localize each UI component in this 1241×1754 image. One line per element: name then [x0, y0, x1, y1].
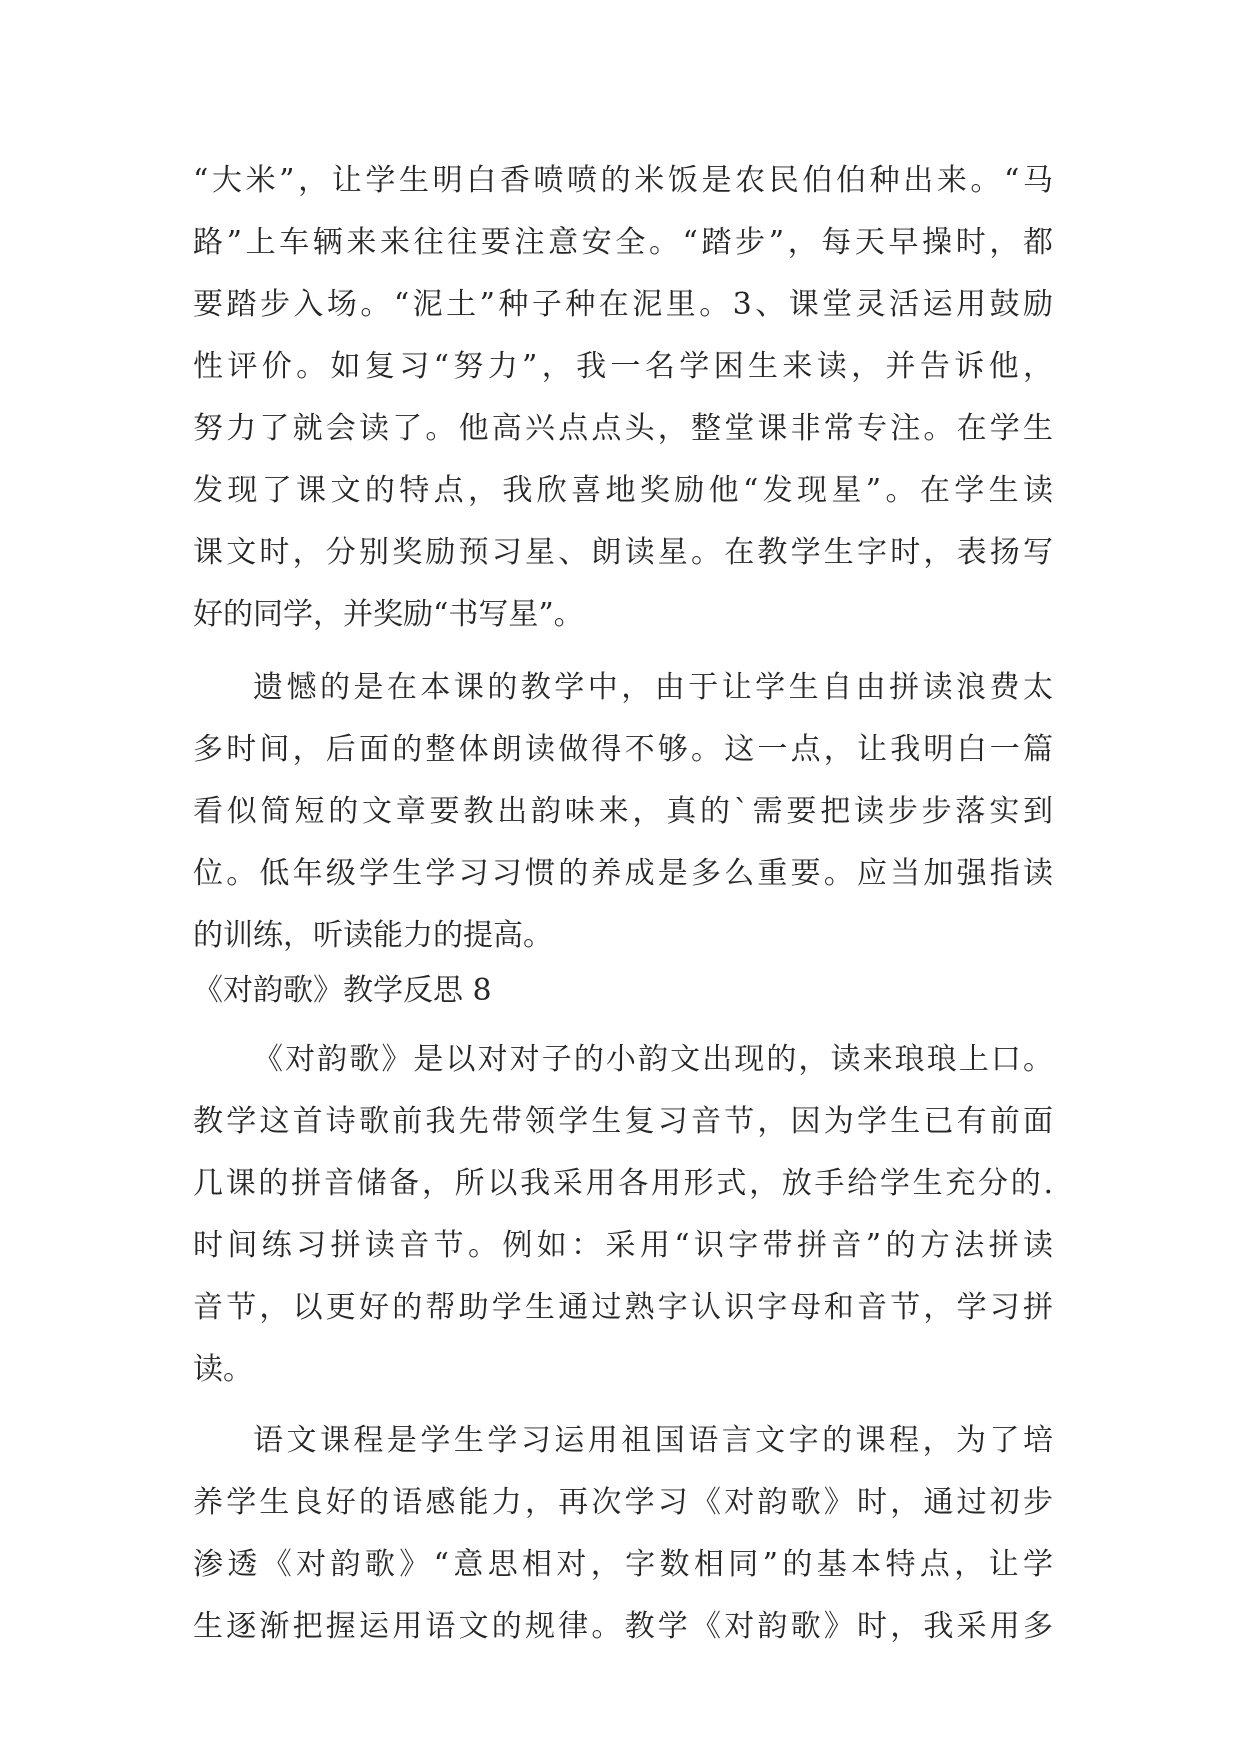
paragraph-line: 遗憾的是在本课的教学中，由于让学生自由拼读浪费太: [253, 670, 1053, 705]
paragraph-line: 《对韵歌》是以对对子的小韵文出现的，读来琅琅上口。: [253, 1042, 1053, 1077]
paragraph-line: 看似简短的文章要教出韵味来，真的`需要把读步步落实到: [193, 794, 1053, 829]
paragraph-line: 读。: [193, 1352, 253, 1387]
paragraph-line: 渗透《对韵歌》“意思相对，字数相同”的基本特点，让学: [193, 1547, 1053, 1582]
paragraph-line: 几课的拼音储备，所以我采用各用形式，放手给学生充分的.: [193, 1166, 1053, 1201]
paragraph-line: 的训练，听读能力的提高。: [193, 918, 553, 953]
paragraph-line: 好的同学，并奖励“书写星”。: [193, 597, 584, 632]
paragraph-line: 音节，以更好的帮助学生通过熟字认识字母和音节，学习拼: [193, 1290, 1053, 1325]
paragraph-line: 多时间，后面的整体朗读做得不够。这一点，让我明白一篇: [193, 732, 1053, 767]
paragraph-line: 位。低年级学生学习习惯的养成是多么重要。应当加强指读: [193, 856, 1053, 891]
paragraph-line: 养学生良好的语感能力，再次学习《对韵歌》时，通过初步: [193, 1485, 1053, 1520]
paragraph-line: 要踏步入场。“泥土”种子种在泥里。3、课堂灵活运用鼓励: [193, 287, 1053, 322]
paragraph-line: “大米”，让学生明白香喷喷的米饭是农民伯伯种出来。“马: [193, 163, 1053, 198]
paragraph-line: 教学这首诗歌前我先带领学生复习音节，因为学生已有前面: [193, 1104, 1053, 1139]
paragraph-line: 发现了课文的特点，我欣喜地奖励他“发现星”。在学生读: [193, 473, 1053, 508]
paragraph-line: 路”上车辆来来往往要注意安全。“踏步”，每天早操时，都: [193, 225, 1053, 260]
paragraph-line: 语文课程是学生学习运用祖国语言文字的课程，为了培: [253, 1423, 1053, 1458]
paragraph-line: 时间练习拼读音节。例如：采用“识字带拼音”的方法拼读: [193, 1228, 1053, 1263]
paragraph-line: 生逐渐把握运用语文的规律。教学《对韵歌》时，我采用多: [193, 1609, 1053, 1644]
paragraph-line: 性评价。如复习“努力”，我一名学困生来读，并告诉他，: [193, 349, 1053, 384]
paragraph-line: 课文时，分别奖励预习星、朗读星。在教学生字时，表扬写: [193, 535, 1053, 570]
paragraph-line: 努力了就会读了。他高兴点点头，整堂课非常专注。在学生: [193, 411, 1053, 446]
section-title: 《对韵歌》教学反思 8: [193, 973, 492, 1008]
